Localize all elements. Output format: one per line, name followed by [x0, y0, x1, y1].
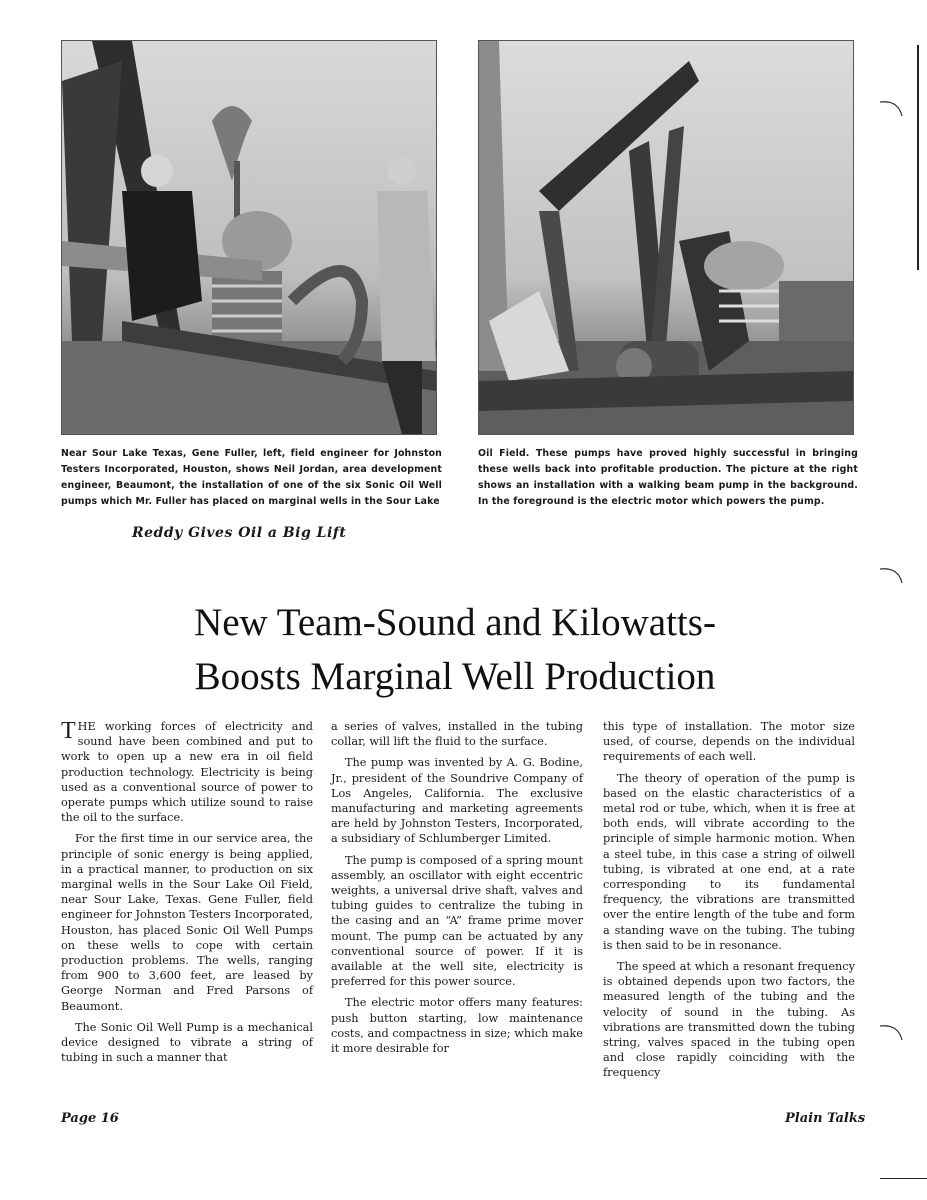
paragraph: [61, 719, 313, 825]
page-edge-line: [917, 45, 919, 270]
paragraph: The electric motor offers many features: push button starting, low maintenance costs, and compactness in size; which make it more desirable for: [331, 996, 583, 1056]
article-column-2: [331, 719, 583, 1062]
photo-caption-left: Near Sour Lake Texas, Gene Fuller, left, field engineer for Johnston Testers Incorporated, Houston, shows Neil Jordan, area development engineer, Beaumont, the installation of one of the six Sonic Oil Well pumps which Mr. Fuller has placed on marginal wells in the Sour Lake: [61, 448, 442, 507]
paragraph: a series of valves, installed in the tubing collar, will lift the fluid to the surface.: [331, 720, 583, 749]
paragraph: The speed at which a resonant frequency is obtained depends upon two factors, the measured length of the tubing and the velocity of sound in the tubing. As vibrations are transmitted down the tubing string, valves spaced in the tubing open and close rapidly coinciding with the frequency: [603, 960, 855, 1080]
subheading: Reddy Gives Oil a Big Lift: [132, 525, 347, 541]
paragraph: this type of installation. The motor size used, of course, depends on the individual requirements of each well.: [603, 720, 855, 764]
binder-hole-icon: [878, 565, 908, 585]
headline-line-1: New Team-Sound and Kilowatts-: [194, 601, 716, 644]
paragraph-text: HE working forces of electricity and sound have been combined and put to work to open up a new era in oil field production technology. Electricity is being used as a conventional source of power to operate pumps which utilize sound to raise the oil to the surface.: [61, 720, 313, 825]
headline: [100, 596, 810, 704]
binder-hole-icon: [878, 1022, 908, 1042]
paragraph: For the first time in our service area, the principle of sonic energy is being applied, in a practical manner, to production on six marginal wells in the Sour Lake Oil Field, near Sour Lake, Texas. Gene Fuller, field engineer for Johnston Testers Incorporated, Houston, has placed Sonic Oil Well Pumps on these wells to cope with certain production problems. The wells, ranging from 900 to 3,600 feet, are leased by George Norman and Fred Parsons of Beaumont.: [61, 832, 313, 1013]
article-column-1: [61, 719, 313, 1071]
drop-cap: T: [61, 718, 76, 744]
page-bottom-line: [880, 1178, 927, 1179]
page-number: Page 16: [61, 1111, 119, 1126]
paragraph: The Sonic Oil Well Pump is a mechanical device designed to vibrate a string of tubing in such a manner that: [61, 1020, 313, 1065]
photo-right: [478, 40, 854, 435]
headline-line-2: Boosts Marginal Well Production: [194, 655, 716, 698]
paragraph: The theory of operation of the pump is based on the elastic characteristics of a metal rod or tube, which, when it is free at both ends, will vibrate according to the principle of simple harmonic motion. When a steel tube, in this case a string of oilwell tubing, is vibrated at one end, at a rate corresponding to its fundamental frequency, the vibrations are transmitted over the entire length of the tube and form a standing wave on the tubing. The tubing is then said to be in resonance.: [603, 771, 855, 952]
publication-name: Plain Talks: [785, 1111, 866, 1126]
photo-pump-men-icon: [62, 41, 436, 434]
photo-caption-right: Oil Field. These pumps have proved highly successful in bringing these wells back into profitable production. The picture at the right shows an installation with a walking beam pump in the background. In the foreground is the electric motor which powers the pump.: [478, 448, 858, 507]
photo-pump-motor-icon: [479, 41, 853, 434]
article-column-3: [603, 719, 855, 1087]
binder-hole-icon: [878, 98, 908, 118]
photo-left: [61, 40, 437, 435]
paragraph: The pump is composed of a spring mount assembly, an oscillator with eight eccentric weights, a universal drive shaft, valves and tubing guides to centralize the tubing in the casing and an “A” frame prime mover mount. The pump can be actuated by any conventional source of power. If it is available at the well site, electricity is preferred for this power source.: [331, 853, 583, 989]
paragraph: The pump was invented by A. G. Bodine, Jr., president of the Soundrive Company of Los Angeles, California. The exclusive manufacturing and marketing agreements are held by Johnston Testers, Incorporated, a subsidiary of Schlumberger Limited.: [331, 756, 583, 846]
